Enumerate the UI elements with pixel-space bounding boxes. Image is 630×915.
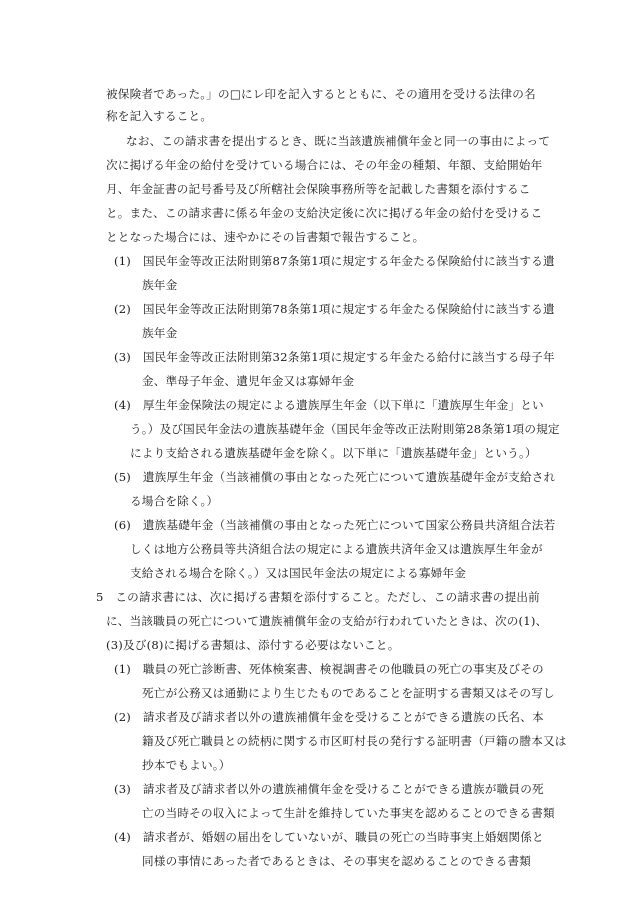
paragraph-line: なお、この請求書を提出するとき、既に当該遺族補償年金と同一の事由によって [126, 134, 551, 148]
paragraph-line: 月、年金証書の記号番号及び所轄社会保険事務所等を記載した書類を添付するこ [106, 182, 531, 196]
list-item-line: 抄本でもよい。） [142, 758, 231, 772]
list-item-line: により支給される遺族基礎年金を除く。以下単に「遺族基礎年金」という。） [130, 446, 537, 460]
list-item-line: (1) 職員の死亡診断書、死体検案書、検視調書その他職員の死亡の事実及びその [114, 662, 544, 676]
list-item-line: 同様の事情にあった者であるときは、その事実を認めることのできる書類 [142, 854, 532, 868]
paragraph-line: ととなった場合には、速やかにその旨書類で報告すること。 [106, 230, 425, 244]
paragraph-line: 称を記入すること。 [106, 109, 213, 123]
list-item-line: 族年金 [142, 326, 178, 340]
list-item-line: (2) 請求者及び請求者以外の遺族補償年金を受けることができる遺族の氏名、本 [114, 710, 544, 724]
list-item-line: (6) 遺族基礎年金（当該補償の事由となった死亡について国家公務員共済組合法若 [114, 518, 556, 532]
paragraph-line: と。また、この請求書に係る年金の支給決定後に次に掲げる年金の給付を受けるこ [106, 206, 543, 220]
list-item-line: 亡の当時その収入によって生計を維持していた事実を認めることのできる書類 [142, 806, 555, 820]
list-item-line: 支給される場合を除く。）又は国民年金法の規定による寡婦年金 [130, 566, 466, 580]
list-item-line: (1) 国民年金等改正法附則第87条第1項に規定する年金たる保険給付に該当する遺 [114, 254, 555, 268]
paragraph-line: 被保険者であった。」の□にレ印を記入するとともに、その適用を受ける法律の名 [106, 87, 536, 101]
list-item-line: (2) 国民年金等改正法附則第78条第1項に規定する年金たる保険給付に該当する遺 [114, 302, 555, 316]
list-item-line: 族年金 [142, 278, 178, 292]
list-item-line: 金、準母子年金、遺児年金又は寡婦年金 [142, 374, 355, 388]
list-item-line: (3) 国民年金等改正法附則第32条第1項に規定する年金たる給付に該当する母子年 [114, 350, 555, 364]
list-item-line: 死亡が公務又は通勤により生じたものであることを証明する書類又はその写し [142, 686, 555, 700]
section-5-line: 5 この請求書には、次に掲げる書類を添付すること。ただし、この請求書の提出前 [96, 590, 540, 604]
list-item-line: (4) 厚生年金保険法の規定による遺族厚生年金（以下単に「遺族厚生年金」とい [114, 398, 544, 412]
section-5-line: に、当該職員の死亡について遺族補償年金の支給が行われていたときは、次の(1)、 [106, 614, 548, 628]
list-item-line: 籍及び死亡職員との続柄に関する市区町村長の発行する証明書（戸籍の謄本又は [142, 734, 567, 748]
list-item-line: しくは地方公務員等共済組合法の規定による遺族共済年金又は遺族厚生年金が [130, 542, 543, 556]
list-item-line: る場合を除く。） [130, 494, 219, 508]
list-item-line: う。）及び国民年金法の遺族基礎年金（国民年金等改正法附則第28条第1項の規定 [130, 422, 560, 436]
list-item-line: (4) 請求者が、婚姻の届出をしていないが、職員の死亡の当時事実上婚姻関係と [114, 830, 544, 844]
list-item-line: (5) 遺族厚生年金（当該補償の事由となった死亡について遺族基礎年金が支給され [114, 470, 556, 484]
paragraph-line: 次に掲げる年金の給付を受けている場合には、その年金の種類、年額、支給開始年 [106, 158, 543, 172]
list-item-line: (3) 請求者及び請求者以外の遺族補償年金を受けることができる遺族が職員の死 [114, 782, 544, 796]
section-5-line: (3)及び(8)に掲げる書類は、添付する必要はないこと。 [106, 638, 400, 652]
